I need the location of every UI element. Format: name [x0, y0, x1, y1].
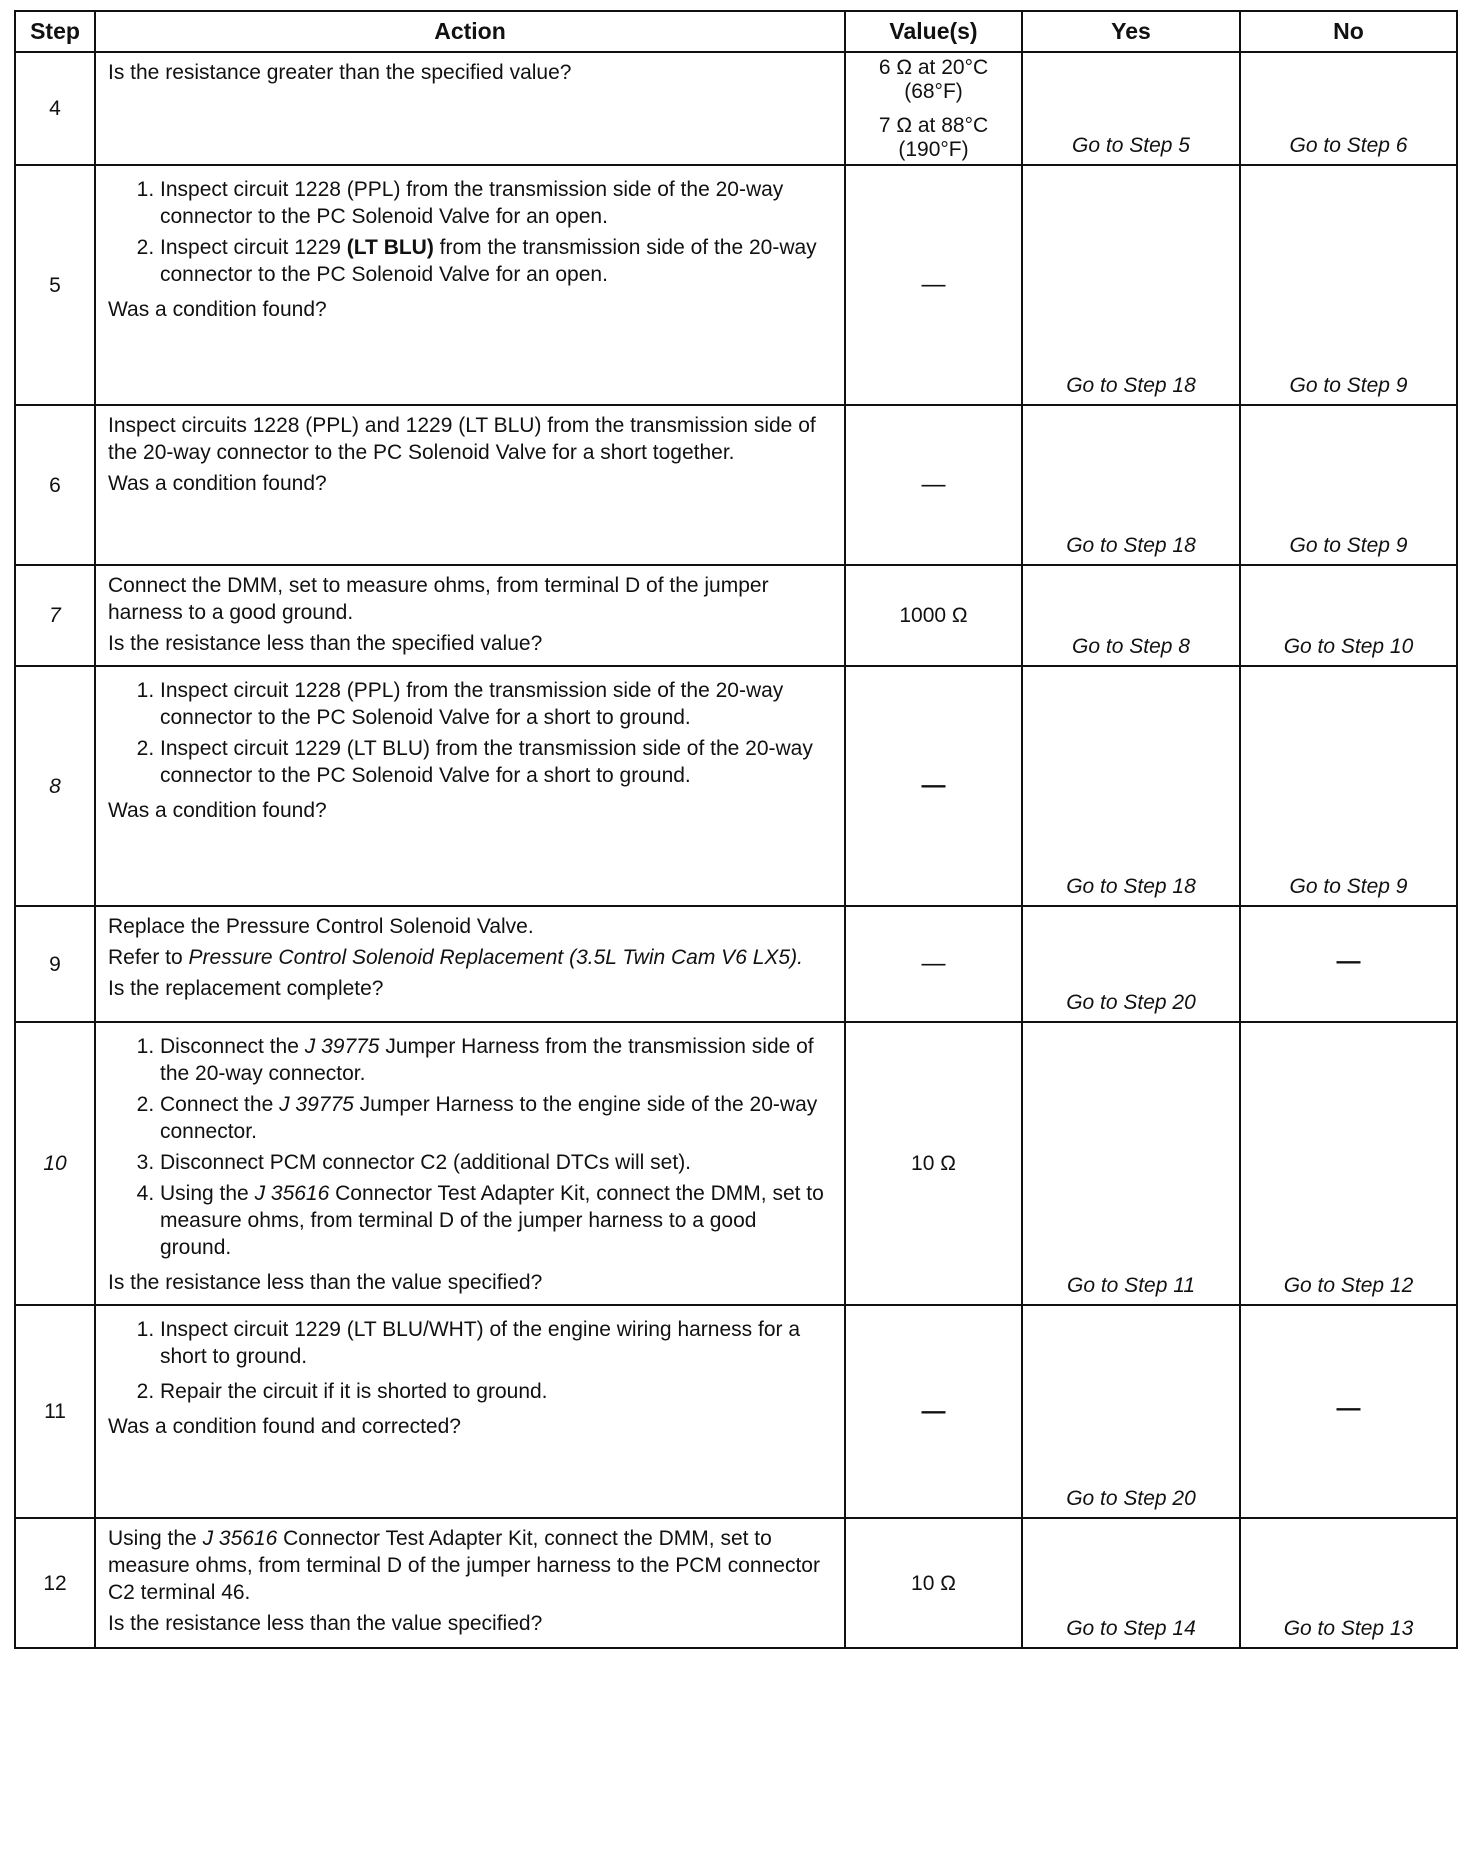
no-cell: Go to Step 9	[1240, 666, 1457, 906]
action-item: 2. Repair the circuit if it is shorted to ground.	[160, 1378, 832, 1405]
table-row	[15, 906, 1457, 1022]
table-row	[15, 405, 1457, 565]
action-item: 1. Inspect circuit 1228 (PPL) from the transmission side of the 20-way connector to the PC Solenoid Valve for a short to ground.	[160, 677, 832, 731]
value-cell: —	[845, 906, 1022, 1022]
table-row	[15, 1022, 1457, 1305]
no-cell: Go to Step 10	[1240, 565, 1457, 666]
action-item: 2. Inspect circuit 1229 (LT BLU) from the transmission side of the 20-way connector to the PC Solenoid Valve for an open.	[160, 234, 832, 288]
step-number: 10	[15, 1022, 95, 1305]
value-line: (190°F)	[898, 137, 969, 161]
yes-cell: Go to Step 5	[1022, 52, 1240, 165]
yes-cell: Go to Step 20	[1022, 906, 1240, 1022]
no-cell: Go to Step 6	[1240, 52, 1457, 165]
value-cell: —	[845, 666, 1022, 906]
action-cell	[95, 1518, 845, 1648]
diagnostic-table	[14, 10, 1458, 1649]
table-row	[15, 52, 1457, 165]
action-list	[108, 1378, 832, 1409]
table-row	[15, 1305, 1457, 1518]
header-action: Action	[95, 11, 845, 52]
action-text: Connect the DMM, set to measure ohms, from terminal D of the jumper harness to a good ground.	[108, 574, 769, 624]
no-cell: —	[1240, 1305, 1457, 1518]
action-text: Inspect circuits 1228 (PPL) and 1229 (LT BLU) from the transmission side of the 20-way connector to the PC Solenoid Valve for a short together.	[108, 414, 816, 464]
yes-cell: Go to Step 18	[1022, 666, 1240, 906]
action-question: Is the resistance less than the value specified?	[108, 1612, 543, 1635]
action-item: 3. Disconnect PCM connector C2 (additional DTCs will set).	[160, 1149, 832, 1176]
step-number: 12	[15, 1518, 95, 1648]
value-cell: 1000 Ω	[845, 565, 1022, 666]
step-number: 5	[15, 165, 95, 405]
table-row	[15, 565, 1457, 666]
yes-cell: Go to Step 18	[1022, 405, 1240, 565]
value-line: (68°F)	[904, 79, 963, 103]
action-cell	[95, 405, 845, 565]
step-number: 9	[15, 906, 95, 1022]
action-item: 2. Inspect circuit 1229 (LT BLU) from the transmission side of the 20-way connector to the PC Solenoid Valve for a short to ground.	[160, 735, 832, 789]
yes-cell: Go to Step 14	[1022, 1518, 1240, 1648]
table-row	[15, 666, 1457, 906]
action-text: Using the J 35616 Connector Test Adapter Kit, connect the DMM, set to measure ohms, from terminal D of the jumper harness to the PCM connector C2 terminal 46.	[108, 1527, 820, 1604]
value-line: 6 Ω at 20°C	[878, 55, 989, 79]
action-question: Was a condition found?	[108, 298, 327, 321]
no-cell: Go to Step 13	[1240, 1518, 1457, 1648]
action-question: Was a condition found?	[108, 472, 327, 495]
refer-line: Refer to Pressure Control Solenoid Replacement (3.5L Twin Cam V6 LX5).	[108, 946, 803, 969]
yes-cell: Go to Step 8	[1022, 565, 1240, 666]
action-cell	[95, 52, 845, 165]
no-cell: —	[1240, 906, 1457, 1022]
value-cell: 10 Ω	[845, 1022, 1022, 1305]
value-cell: —	[845, 165, 1022, 405]
no-cell: Go to Step 9	[1240, 405, 1457, 565]
header-yes: Yes	[1022, 11, 1240, 52]
action-cell	[95, 165, 845, 405]
yes-cell: Go to Step 11	[1022, 1022, 1240, 1305]
action-question: Was a condition found and corrected?	[108, 1415, 461, 1438]
value-cell: —	[845, 405, 1022, 565]
action-cell	[95, 906, 845, 1022]
action-cell	[95, 666, 845, 906]
step-number: 4	[15, 52, 95, 165]
table-row	[15, 165, 1457, 405]
yes-cell: Go to Step 20	[1022, 1305, 1240, 1518]
step-number: 6	[15, 405, 95, 565]
refer-link[interactable]: Pressure Control Solenoid Replacement (3.5L Twin Cam V6 LX5).	[188, 946, 803, 969]
action-list	[108, 1316, 832, 1374]
action-text: Replace the Pressure Control Solenoid Valve.	[108, 915, 534, 938]
step-number: 7	[15, 565, 95, 666]
action-question: Is the resistance less than the value specified?	[108, 1271, 543, 1294]
yes-cell: Go to Step 18	[1022, 165, 1240, 405]
no-cell: Go to Step 12	[1240, 1022, 1457, 1305]
step-number: 8	[15, 666, 95, 906]
action-cell	[95, 1305, 845, 1518]
action-question: Is the resistance less than the specified value?	[108, 632, 543, 655]
action-list	[108, 176, 832, 292]
value-line: 7 Ω at 88°C	[878, 113, 989, 137]
action-cell	[95, 1022, 845, 1305]
value-cell	[845, 52, 1022, 165]
action-item: 1. Disconnect the J 39775 Jumper Harness from the transmission side of the 20-way connector.	[160, 1033, 832, 1087]
step-number: 11	[15, 1305, 95, 1518]
action-list	[108, 1033, 832, 1265]
action-list	[108, 677, 832, 793]
no-cell: Go to Step 9	[1240, 165, 1457, 405]
action-cell	[95, 565, 845, 666]
action-item: 1. Inspect circuit 1228 (PPL) from the transmission side of the 20-way connector to the PC Solenoid Valve for an open.	[160, 176, 832, 230]
action-question: Is the resistance greater than the specified value?	[108, 61, 572, 84]
header-values: Value(s)	[845, 11, 1022, 52]
action-item: 4. Using the J 35616 Connector Test Adapter Kit, connect the DMM, set to measure ohms, from terminal D of the jumper harness to a good ground.	[160, 1180, 832, 1261]
header-row	[15, 11, 1457, 52]
action-item: 2. Connect the J 39775 Jumper Harness to the engine side of the 20-way connector.	[160, 1091, 832, 1145]
action-question: Is the replacement complete?	[108, 977, 384, 1000]
table-row	[15, 1518, 1457, 1648]
value-cell: 10 Ω	[845, 1518, 1022, 1648]
action-item: 1. Inspect circuit 1229 (LT BLU/WHT) of the engine wiring harness for a short to ground.	[160, 1316, 832, 1370]
header-step: Step	[15, 11, 95, 52]
header-no: No	[1240, 11, 1457, 52]
action-question: Was a condition found?	[108, 799, 327, 822]
value-cell: —	[845, 1305, 1022, 1518]
